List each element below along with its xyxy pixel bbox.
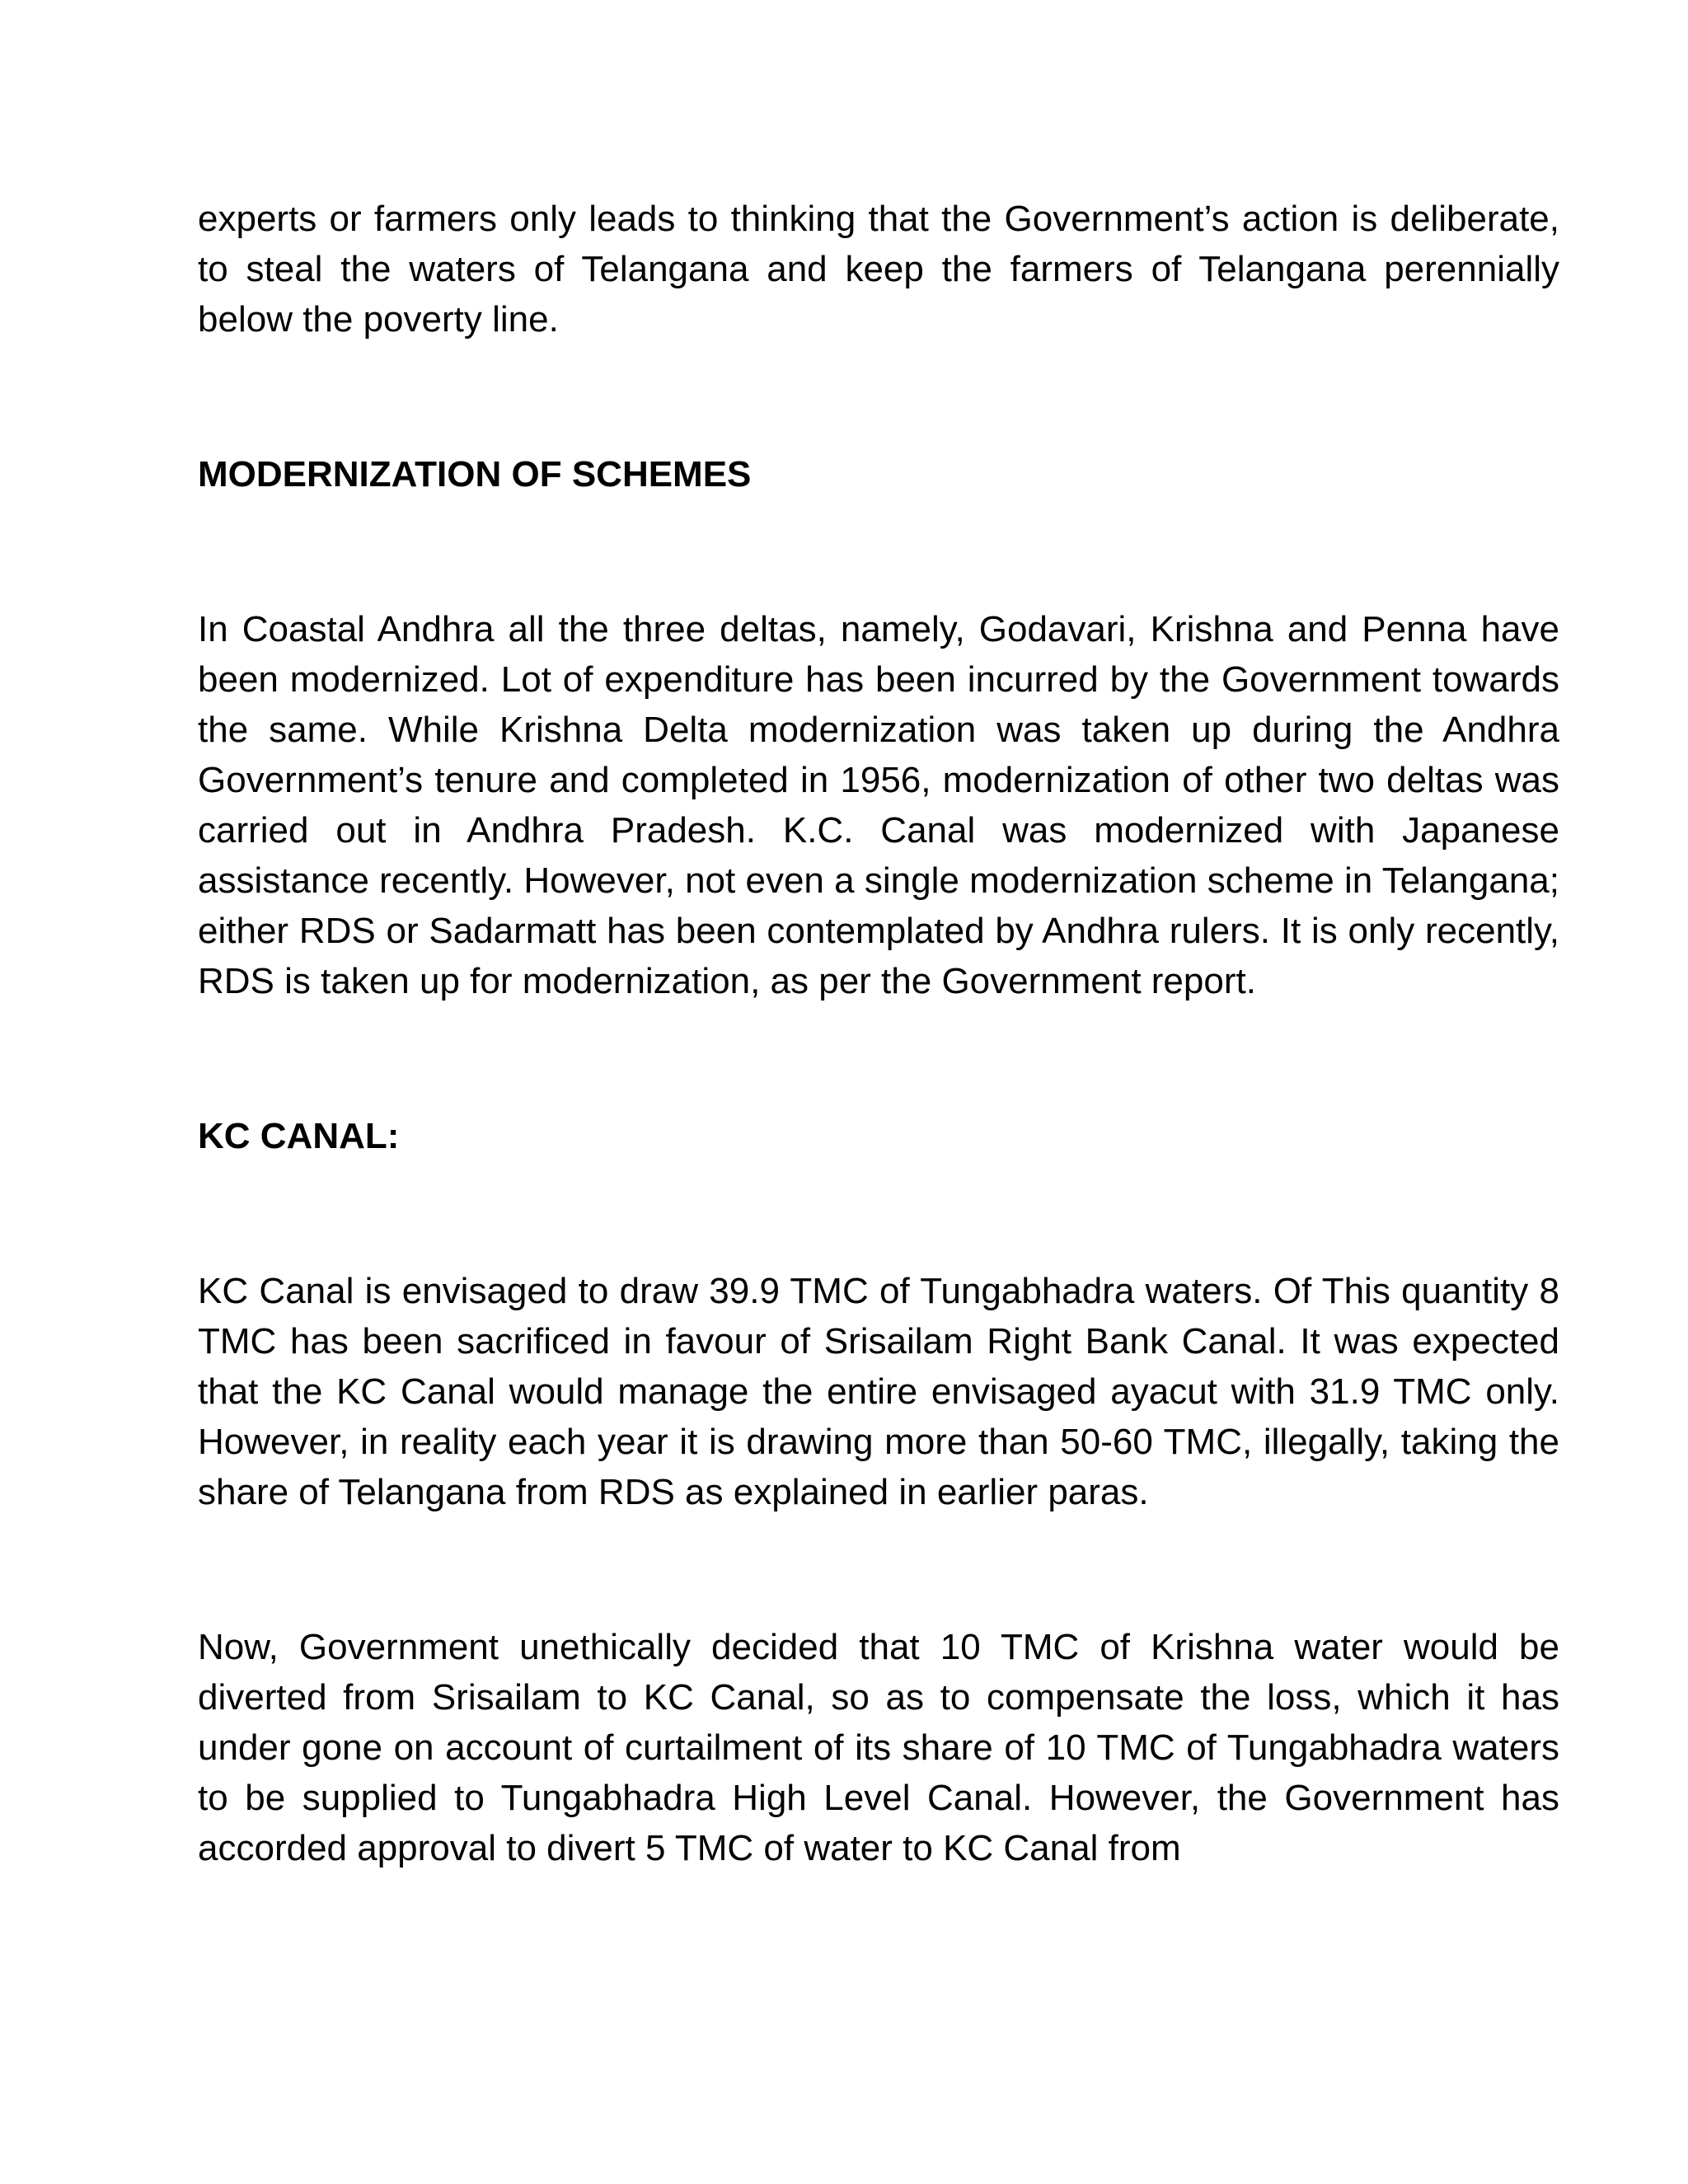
paragraph-continuation: experts or farmers only leads to thinking that the Government’s action is deliberate, to steal the waters of Telangana and keep the farmers of Telangana perennially below the poverty line. xyxy=(198,199,1559,340)
heading-modernization-of-schemes: MODERNIZATION OF SCHEMES xyxy=(198,454,752,494)
paragraph-coastal-andhra: In Coastal Andhra all the three deltas, namely, Godavari, Krishna and Penna have been modernized. Lot of expenditure has been incurred by the Government towards the same. While Krishna Delta modernization was taken up during the Andhra Government’s tenure and completed in 1956, modernization of other two deltas was carried out in Andhra Pradesh. K.C. Canal was modernized with Japanese assistance recently. However, not even a single modernization scheme in Telangana; either RDS or Sadarmatt has been contemplated by Andhra rulers. It is only recently, RDS is taken up for modernization, as per the Government report. xyxy=(198,609,1559,1001)
paragraph-government-decision: Now, Government unethically decided that 10 TMC of Krishna water would be diverted from Srisailam to KC Canal, so as to compensate the loss, which it has under gone on account of curtailment of its share of 10 TMC of Tungabhadra waters to be supplied to Tungabhadra High Level Canal. However, the Government has accorded approval to divert 5 TMC of water to KC Canal from xyxy=(198,1627,1559,1868)
heading-kc-canal: KC CANAL: xyxy=(198,1116,400,1156)
paragraph-kc-canal: KC Canal is envisaged to draw 39.9 TMC of Tungabhadra waters. Of This quantity 8 TMC has been sacrificed in favour of Srisailam Right Bank Canal. It was expected that the KC Canal would manage the entire envisaged ayacut with 31.9 TMC only. However, in reality each year it is drawing more than 50-60 TMC, illegally, taking the share of Telangana from RDS as explained in earlier paras. xyxy=(198,1271,1559,1512)
document-page xyxy=(198,194,1559,1873)
